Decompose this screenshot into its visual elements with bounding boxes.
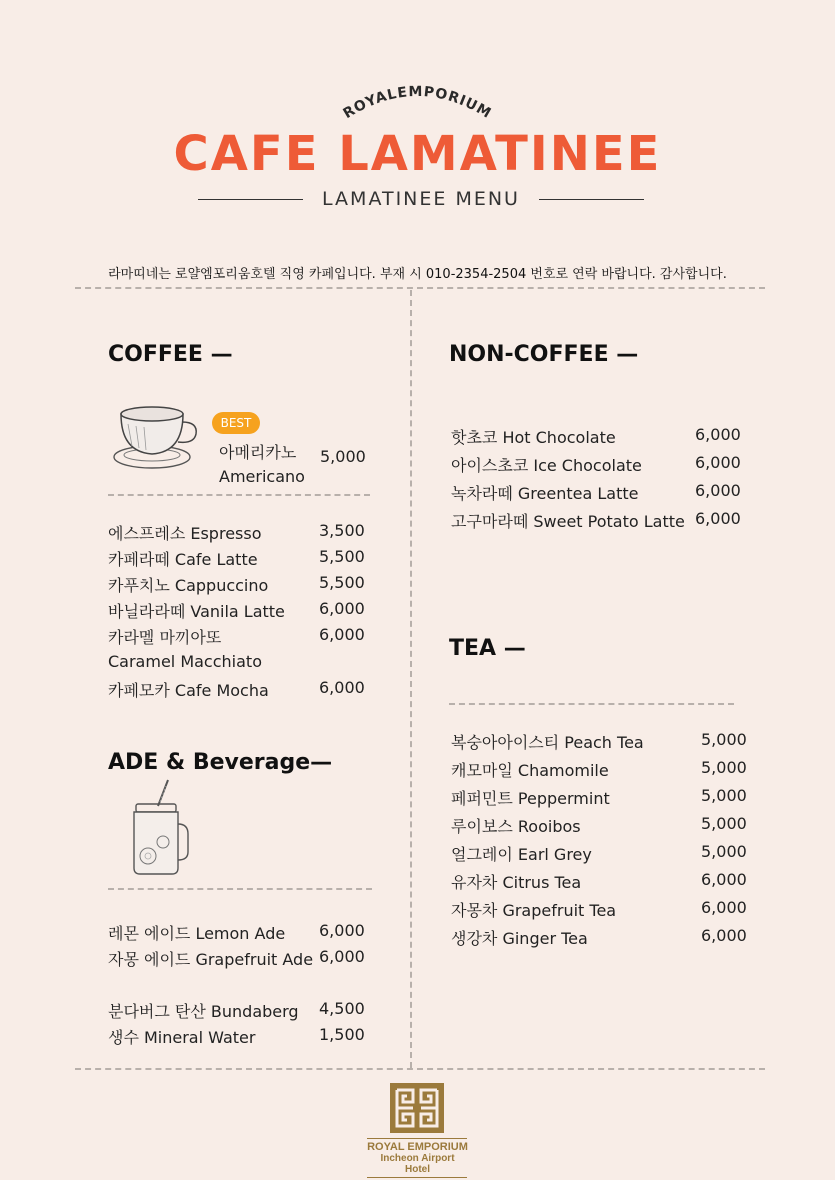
menu-item-name: 분다버그 탄산 Bundaberg (108, 1002, 299, 1021)
logo-line3: Hotel (405, 1164, 430, 1175)
coffee-cup-icon (106, 402, 200, 474)
menu-item-price: 5,000 (701, 814, 747, 833)
menu-item-price: 5,000 (701, 758, 747, 777)
menu-item-name: 루이보스 Rooibos (451, 817, 581, 836)
ade-divider (108, 888, 372, 890)
menu-item-price: 4,500 (319, 999, 365, 1018)
notice-text: 라마띠네는 로얄엠포리움호텔 직영 카페입니다. 부재 시 010-2354-2504 번호로 연락 바랍니다. 감사합니다. (108, 267, 727, 282)
menu-item-name: 캐모마일 Chamomile (451, 761, 609, 780)
featured-name-en: Americano (219, 467, 305, 486)
menu-item-name: 카페라떼 Cafe Latte (108, 550, 258, 569)
column-divider (410, 290, 412, 1068)
tea-divider (449, 703, 734, 705)
logo-line1: ROYAL EMPORIUM (367, 1141, 468, 1153)
menu-item-price: 6,000 (319, 947, 365, 966)
subtitle-row (198, 186, 644, 212)
menu-item-price: 6,000 (701, 870, 747, 889)
menu-item-price: 6,000 (319, 678, 365, 697)
menu-item-price: 5,000 (701, 842, 747, 861)
menu-item-price: 6,000 (695, 425, 741, 444)
menu-item-price: 5,500 (319, 547, 365, 566)
menu-item-name: 녹차라떼 Greentea Latte (451, 484, 639, 503)
menu-item-name: 생강차 Ginger Tea (451, 929, 588, 948)
menu-item-name: 자몽차 Grapefruit Tea (451, 901, 617, 920)
featured-name-kr: 아메리카노 (219, 443, 297, 462)
mason-jar-drink-icon (126, 778, 192, 878)
bottom-divider (75, 1068, 765, 1070)
hotel-logo-icon (389, 1082, 445, 1134)
menu-item-name: 카라멜 마끼아또 (108, 628, 222, 647)
menu-item-name: 생수 Mineral Water (108, 1028, 256, 1047)
coffee-section-title: COFFEE — (108, 342, 233, 367)
menu-subtitle: LAMATINEE MENU (322, 188, 520, 210)
brand-arc-text (330, 80, 505, 130)
menu-item-price: 5,500 (319, 573, 365, 592)
subtitle-left-rule (198, 199, 303, 200)
logo-line2: Incheon Airport (380, 1153, 455, 1164)
menu-item-name: 페퍼민트 Peppermint (451, 789, 610, 808)
menu-item-price: 6,000 (319, 921, 365, 940)
menu-item-price: 6,000 (695, 453, 741, 472)
cafe-title: CAFE LAMATINEE (173, 126, 662, 182)
menu-item-name: 카푸치노 Cappuccino (108, 576, 269, 595)
menu-item-name: 복숭아아이스티 Peach Tea (451, 733, 644, 752)
menu-item-price: 6,000 (701, 926, 747, 945)
ade-section-title: ADE & Beverage— (108, 750, 333, 775)
menu-item-price: 3,500 (319, 521, 365, 540)
tea-section-title: TEA — (449, 636, 526, 661)
menu-item-name: 아이스초코 Ice Chocolate (451, 456, 642, 475)
menu-item-name: 바닐라라떼 Vanila Latte (108, 602, 285, 621)
menu-item-price: 1,500 (319, 1025, 365, 1044)
menu-item-name-line2: Caramel Macchiato (108, 652, 262, 671)
subtitle-right-rule (539, 199, 644, 200)
menu-item-name: 레몬 에이드 Lemon Ade (108, 924, 286, 943)
menu-item-name: 자몽 에이드 Grapefruit Ade (108, 950, 314, 969)
menu-item-name: 고구마라떼 Sweet Potato Latte (451, 512, 685, 531)
top-divider (75, 287, 765, 289)
menu-item-price: 6,000 (319, 599, 365, 618)
menu-item-name: 핫초코 Hot Chocolate (451, 428, 616, 447)
menu-item-price: 6,000 (695, 509, 741, 528)
menu-item-price: 5,000 (701, 786, 747, 805)
best-badge: BEST (212, 412, 260, 434)
menu-item-name: 얼그레이 Earl Grey (451, 845, 592, 864)
menu-item-name: 유자차 Citrus Tea (451, 873, 582, 892)
logo-rule (367, 1138, 467, 1139)
menu-item-price: 6,000 (319, 625, 365, 644)
menu-item-price: 5,000 (701, 730, 747, 749)
logo-rule-bottom (367, 1177, 467, 1178)
menu-item-price: 6,000 (701, 898, 747, 917)
menu-item-name: 에스프레소 Espresso (108, 524, 262, 543)
featured-price: 5,000 (320, 447, 366, 466)
svg-text:ROYALEMPORIUM: ROYALEMPORIUM (340, 83, 495, 123)
menu-item-price: 6,000 (695, 481, 741, 500)
coffee-divider (108, 494, 370, 496)
noncoffee-section-title: NON-COFFEE — (449, 342, 639, 367)
menu-item-name: 카페모카 Cafe Mocha (108, 681, 269, 700)
